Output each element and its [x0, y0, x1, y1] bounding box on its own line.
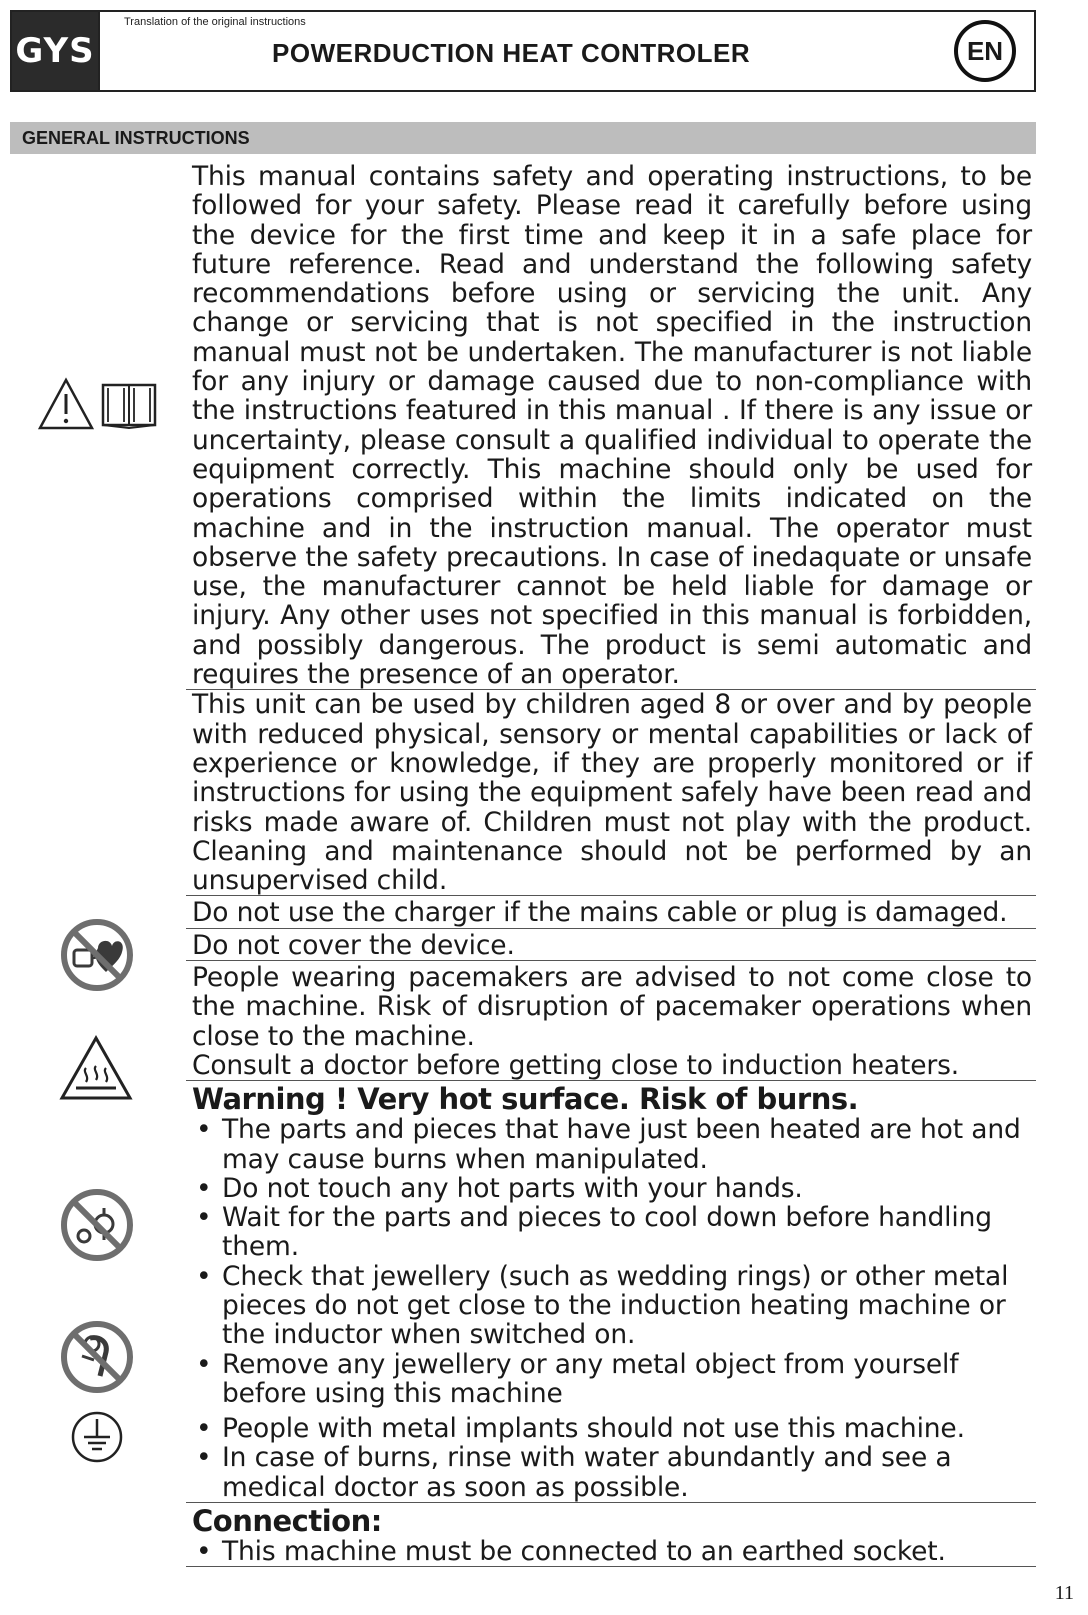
- children-paragraph: This unit can be used by children aged 8 or over and by people with reduced physical, sensory or mental capabilities or lack of experience or knowledge, if they are properly monitored or if instructions for using the equipment safely have been read and risks made aware of. Children must not play with the product. Cleaning and maintenance should not be performed by an unsupervised child.: [192, 689, 1032, 897]
- list-item: • Wait for the parts and pieces to cool down before handling them.: [196, 1202, 992, 1263]
- list-item: • People with metal implants should not use this machine.: [196, 1413, 965, 1445]
- instructions-content: [186, 162, 1036, 1567]
- document-header: [10, 10, 1036, 92]
- language-badge: EN: [954, 20, 1016, 82]
- pacemaker-block: [186, 961, 1036, 1081]
- warning-heading: Warning ! Very hot surface. Risk of burns.: [192, 1082, 859, 1117]
- list-item: • Do not touch any hot parts with your hands.: [196, 1172, 803, 1204]
- list-item: • Check that jewellery (such as wedding rings) or other metal pieces do not get close to the induction heating machine or the inductor when switched on.: [196, 1260, 1009, 1351]
- general-block: [186, 162, 1036, 690]
- earth-ground-icon: [70, 1410, 124, 1464]
- document-title: POWERDUCTION HEAT CONTROLER: [272, 38, 751, 68]
- section-title: GENERAL INSTRUCTIONS: [10, 122, 1036, 154]
- list-item: • This machine must be connected to an earthed socket.: [196, 1536, 946, 1568]
- warning-list: [192, 1115, 1032, 1502]
- page-number: 11: [1054, 1582, 1074, 1604]
- charger-paragraph: Do not use the charger if the mains cable or plug is damaged.: [192, 897, 1008, 929]
- gys-logo: GYS: [12, 12, 100, 90]
- translation-note: Translation of the original instructions: [124, 16, 306, 28]
- pacemaker-doctor-paragraph: Consult a doctor before getting close to induction heaters.: [192, 1049, 960, 1081]
- cover-block: [186, 929, 1036, 961]
- list-item: • The parts and pieces that have just been heated are hot and may cause burns when manipulated.: [196, 1114, 1021, 1175]
- children-block: [186, 690, 1036, 896]
- general-paragraph: This manual contains safety and operating instructions, to be followed for your safety. Please read it carefully before using the device for the first time and keep it in a safe place for future reference. Read and understand the following safety recommendations before using or servicing the unit. Any change or servicing that is not specified in the instruction manual must not be undertaken. The manufacturer is not liable for any injury or damage caused due to non-compliance with the instructions featured in this manual . If there is any issue or uncertainty, please consult a qualified individual to operate the equipment correctly. This machine should only be used for operations comprised within the limits indicated on the machine and in the instruction manual. The operator must observe the safety precautions. In case of inedaquate or unsafe use, the manufacturer cannot be held liable for damage or injury. Any other uses not specified in this manual is forbidden, and possibly dangerous. The product is semi automatic and requires the presence of an operator.: [192, 161, 1032, 691]
- cover-paragraph: Do not cover the device.: [192, 929, 515, 961]
- no-metal-implants-icon: [60, 1320, 134, 1394]
- pacemaker-paragraph: People wearing pacemakers are advised to not come close to the machine. Risk of disruption of pacemaker operations when close to the machine.: [192, 962, 1032, 1052]
- hot-surface-icon: [58, 1034, 134, 1102]
- list-item: • Remove any jewellery or any metal object from yourself before using this machine: [196, 1348, 959, 1409]
- no-metal-jewellery-icon: [60, 1188, 134, 1262]
- connection-block: [186, 1503, 1036, 1567]
- no-pacemaker-icon: [60, 918, 134, 992]
- manual-book-icon: [100, 380, 158, 430]
- connection-heading: Connection:: [192, 1504, 382, 1539]
- charger-block: [186, 896, 1036, 928]
- list-item: • In case of burns, rinse with water abundantly and see a medical doctor as soon as possible.: [196, 1442, 952, 1503]
- warning-triangle-icon: [38, 376, 94, 432]
- connection-list: [192, 1537, 1032, 1566]
- warning-block: [186, 1081, 1036, 1503]
